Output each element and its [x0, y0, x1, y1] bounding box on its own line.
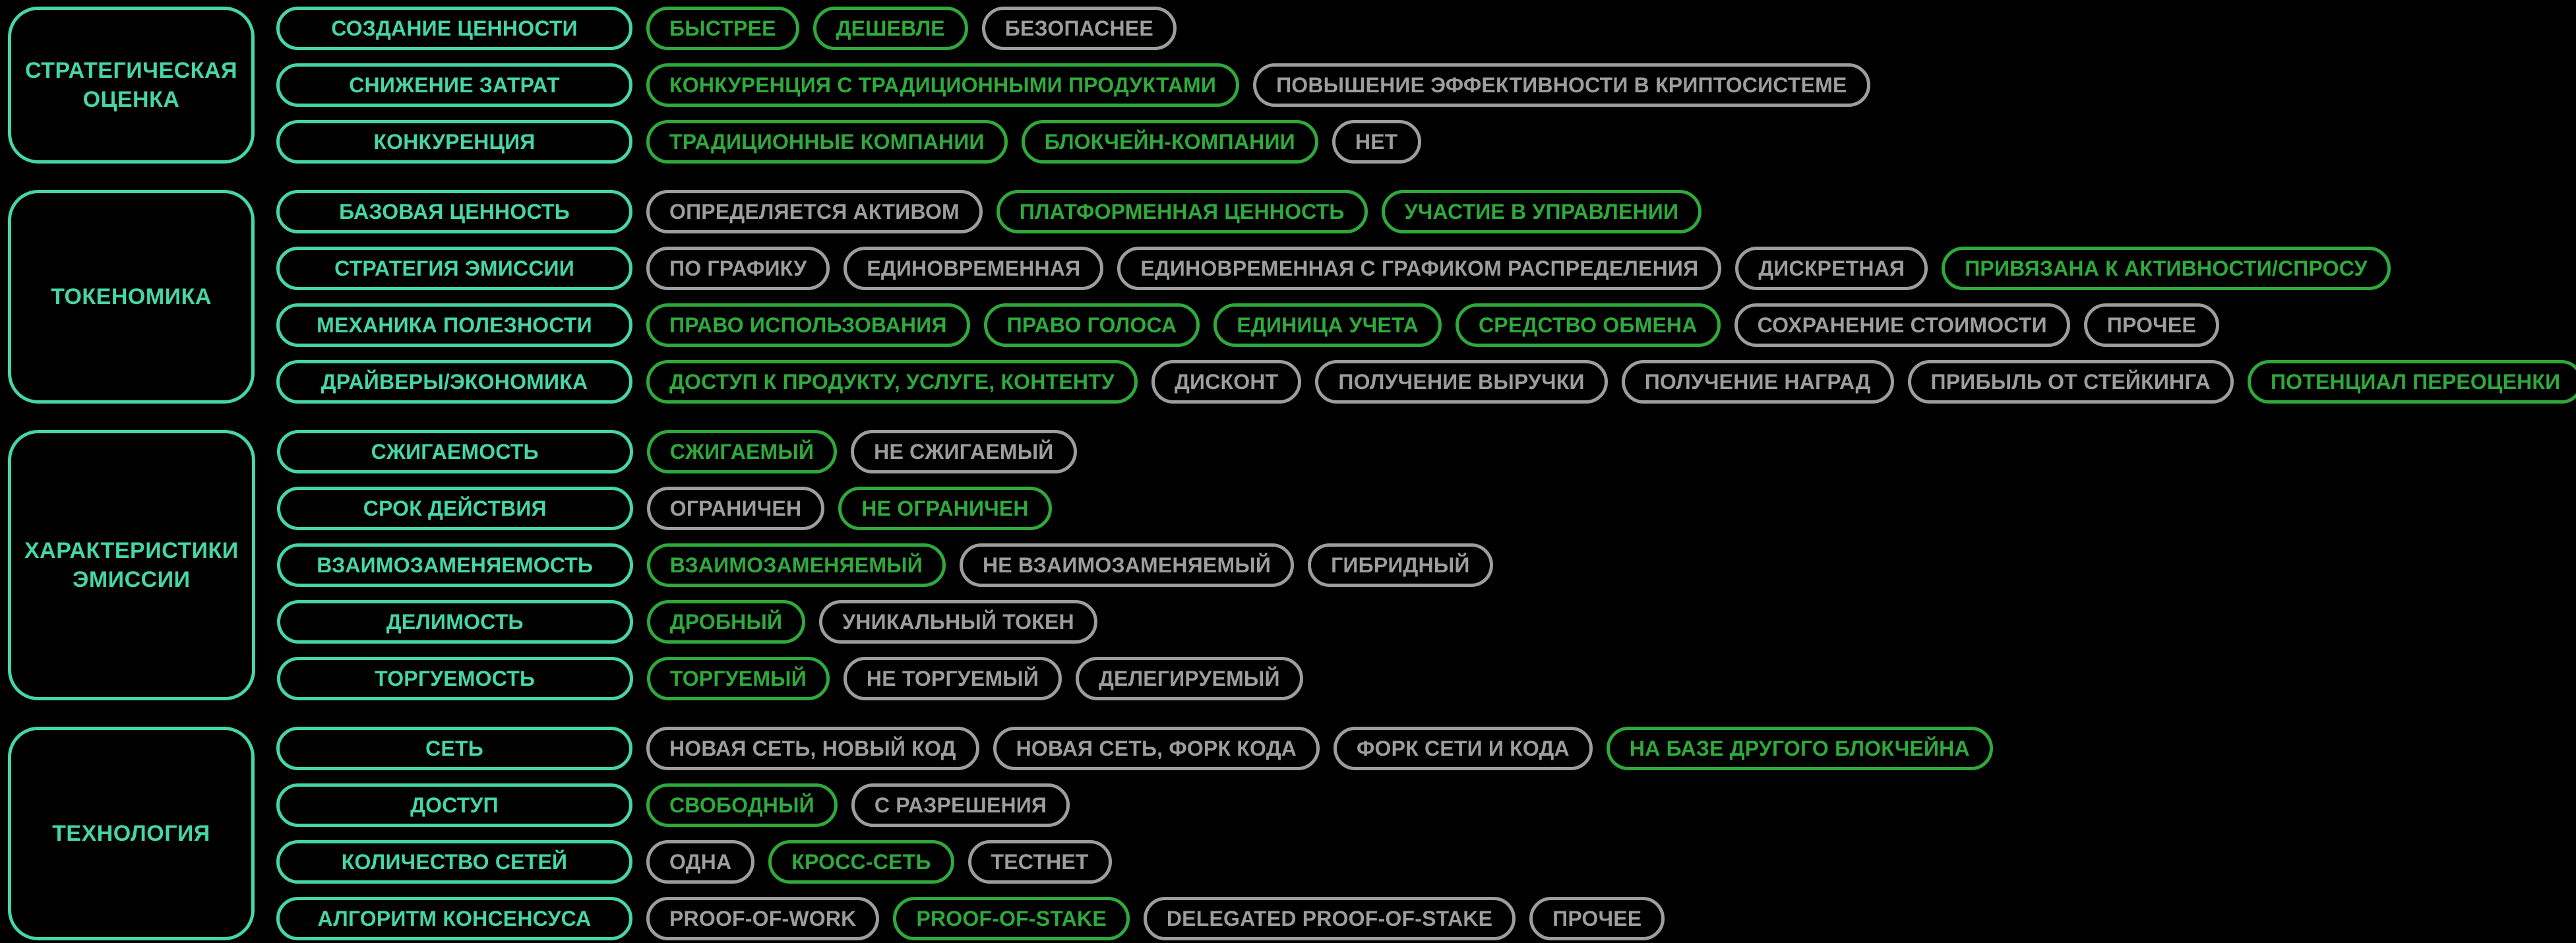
option-pill-ограничен[interactable]: ОГРАНИЧЕН	[647, 487, 825, 530]
category-pill: МЕХАНИКА ПОЛЕЗНОСТИ	[276, 303, 632, 347]
option-pill-прочее[interactable]: ПРОЧЕЕ	[2084, 303, 2219, 347]
option-pill-кросс-сеть[interactable]: КРОСС-СЕТЬ	[768, 840, 954, 884]
section-стратегическая-оценка	[8, 7, 2572, 164]
option-pill-блокчейн-компании[interactable]: БЛОКЧЕЙН-КОМПАНИИ	[1022, 120, 1318, 164]
row-сжигаемость	[277, 430, 1493, 473]
option-pill-тестнет[interactable]: ТЕСТНЕТ	[968, 840, 1112, 884]
category-pill: ДРАЙВЕРЫ/ЭКОНОМИКА	[276, 360, 632, 404]
row-количество-сетей	[276, 840, 1993, 884]
category-pill: СЕТЬ	[276, 727, 632, 770]
option-pill-прибыль-от-стейкинга[interactable]: ПРИБЫЛЬ ОТ СТЕЙКИНГА	[1908, 360, 2234, 404]
option-pill-конкуренция-с-традиционными-продуктами[interactable]: КОНКУРЕНЦИЯ С ТРАДИЦИОННЫМИ ПРОДУКТАМИ	[646, 63, 1239, 107]
option-pill-торгуемый[interactable]: ТОРГУЕМЫЙ	[647, 657, 830, 700]
option-pill-форк-сети-и-кода[interactable]: ФОРК СЕТИ И КОДА	[1334, 727, 1593, 770]
option-pill-участие-в-управлении[interactable]: УЧАСТИЕ В УПРАВЛЕНИИ	[1382, 190, 1702, 233]
option-pill-привязана-к-активности-спросу[interactable]: ПРИВЯЗАНА К АКТИВНОСТИ/СПРОСУ	[1942, 247, 2391, 290]
category-pill: СЖИГАЕМОСТЬ	[277, 430, 633, 473]
option-pill-гибридный[interactable]: ГИБРИДНЫЙ	[1308, 543, 1493, 587]
category-pill: КОЛИЧЕСТВО СЕТЕЙ	[276, 840, 632, 884]
option-pill-средство-обмена[interactable]: СРЕДСТВО ОБМЕНА	[1456, 303, 1721, 347]
option-pill-delegated-proof-of-stake[interactable]: DELEGATED PROOF-OF-STAKE	[1144, 897, 1516, 940]
category-pill: АЛГОРИТМ КОНСЕНСУСА	[276, 897, 632, 940]
row-механика-полезности	[276, 303, 2576, 347]
option-pill-одна[interactable]: ОДНА	[646, 840, 754, 884]
category-pill: СОЗДАНИЕ ЦЕННОСТИ	[276, 7, 632, 50]
option-pill-дешевле[interactable]: ДЕШЕВЛЕ	[813, 7, 968, 50]
option-pill-безопаснее[interactable]: БЕЗОПАСНЕЕ	[982, 7, 1177, 50]
category-pill: БАЗОВАЯ ЦЕННОСТЬ	[276, 190, 632, 233]
option-pill-не-ограничен[interactable]: НЕ ОГРАНИЧЕН	[838, 487, 1051, 530]
option-pill-повышение-эффективности-в-криптосистеме[interactable]: ПОВЫШЕНИЕ ЭФФЕКТИВНОСТИ В КРИПТОСИСТЕМЕ	[1253, 63, 1870, 107]
option-pill-право-использования[interactable]: ПРАВО ИСПОЛЬЗОВАНИЯ	[646, 303, 970, 347]
option-pill-потенциал-переоценки[interactable]: ПОТЕНЦИАЛ ПЕРЕОЦЕНКИ	[2248, 360, 2576, 404]
option-pill-дискретная[interactable]: ДИСКРЕТНАЯ	[1735, 247, 1928, 290]
option-pill-единовременная-с-графиком-распределения[interactable]: ЕДИНОВРЕМЕННАЯ С ГРАФИКОМ РАСПРЕДЕЛЕНИЯ	[1117, 247, 1721, 290]
option-pill-proof-of-work[interactable]: PROOF-OF-WORK	[646, 897, 879, 940]
option-pill-свободный[interactable]: СВОБОДНЫЙ	[646, 783, 838, 827]
option-pill-уникальный-токен[interactable]: УНИКАЛЬНЫЙ ТОКЕН	[819, 600, 1097, 644]
option-pill-на-базе-другого-блокчейна[interactable]: НА БАЗЕ ДРУГОГО БЛОКЧЕЙНА	[1607, 727, 1993, 770]
option-pill-прочее[interactable]: ПРОЧЕЕ	[1529, 897, 1665, 940]
option-pill-не-взаимозаменяемый[interactable]: НЕ ВЗАИМОЗАМЕНЯЕМЫЙ	[960, 543, 1294, 587]
option-pill-определяется-активом[interactable]: ОПРЕДЕЛЯЕТСЯ АКТИВОМ	[646, 190, 983, 233]
option-pill-право-голоса[interactable]: ПРАВО ГОЛОСА	[984, 303, 1200, 347]
row-создание-ценности	[276, 7, 1870, 50]
row-алгоритм-консенсуса	[276, 897, 1993, 940]
option-pill-получение-наград[interactable]: ПОЛУЧЕНИЕ НАГРАД	[1622, 360, 1894, 404]
row-конкуренция	[276, 120, 1870, 164]
section-характеристики-эмиссии	[8, 430, 2572, 700]
section-технология	[8, 727, 2572, 940]
option-pill-дисконт[interactable]: ДИСКОНТ	[1151, 360, 1301, 404]
option-pill-быстрее[interactable]: БЫСТРЕЕ	[646, 7, 799, 50]
row-взаимозаменяемость	[277, 543, 1493, 587]
option-pill-нет[interactable]: НЕТ	[1332, 120, 1421, 164]
section-label: ХАРАКТЕРИСТИКИ ЭМИССИИ	[8, 430, 255, 700]
option-pill-делегируемый[interactable]: ДЕЛЕГИРУЕМЫЙ	[1076, 657, 1303, 700]
category-pill: СНИЖЕНИЕ ЗАТРАТ	[276, 63, 632, 107]
row-сеть	[276, 727, 1993, 770]
option-pill-взаимозаменяемый[interactable]: ВЗАИМОЗАМЕНЯЕМЫЙ	[647, 543, 946, 587]
section-label: СТРАТЕГИЧЕСКАЯ ОЦЕНКА	[8, 7, 255, 164]
section-токеномика	[8, 190, 2572, 404]
category-pill: ДОСТУП	[276, 783, 632, 827]
row-торгуемость	[277, 657, 1493, 700]
option-pill-новая-сеть-новый-код[interactable]: НОВАЯ СЕТЬ, НОВЫЙ КОД	[646, 727, 979, 770]
section-rows	[276, 7, 1870, 164]
category-pill: ВЗАИМОЗАМЕНЯЕМОСТЬ	[277, 543, 633, 587]
option-pill-платформенная-ценность[interactable]: ПЛАТФОРМЕННАЯ ЦЕННОСТЬ	[997, 190, 1368, 233]
option-pill-не-сжигаемый[interactable]: НЕ СЖИГАЕМЫЙ	[851, 430, 1076, 473]
option-pill-сохранение-стоимости[interactable]: СОХРАНЕНИЕ СТОИМОСТИ	[1734, 303, 2070, 347]
option-pill-с-разрешения[interactable]: С РАЗРЕШЕНИЯ	[851, 783, 1070, 827]
category-pill: СРОК ДЕЙСТВИЯ	[277, 487, 633, 530]
category-pill: СТРАТЕГИЯ ЭМИССИИ	[276, 247, 632, 290]
row-драйверы-экономика	[276, 360, 2576, 404]
row-делимость	[277, 600, 1493, 644]
option-pill-единица-учета[interactable]: ЕДИНИЦА УЧЕТА	[1213, 303, 1442, 347]
row-срок-действия	[277, 487, 1493, 530]
category-pill: ДЕЛИМОСТЬ	[277, 600, 633, 644]
option-pill-дробный[interactable]: ДРОБНЫЙ	[647, 600, 805, 644]
category-pill: ТОРГУЕМОСТЬ	[277, 657, 633, 700]
option-pill-сжигаемый[interactable]: СЖИГАЕМЫЙ	[647, 430, 837, 473]
section-label: ТОКЕНОМИКА	[8, 190, 255, 404]
option-pill-получение-выручки[interactable]: ПОЛУЧЕНИЕ ВЫРУЧКИ	[1315, 360, 1607, 404]
row-снижение-затрат	[276, 63, 1870, 107]
category-pill: КОНКУРЕНЦИЯ	[276, 120, 632, 164]
section-rows	[276, 190, 2576, 404]
option-pill-традиционные-компании[interactable]: ТРАДИЦИОННЫЕ КОМПАНИИ	[646, 120, 1008, 164]
section-rows	[277, 430, 1493, 700]
option-pill-новая-сеть-форк-кода[interactable]: НОВАЯ СЕТЬ, ФОРК КОДА	[993, 727, 1320, 770]
option-pill-по-графику[interactable]: ПО ГРАФИКУ	[646, 247, 830, 290]
section-rows	[276, 727, 1993, 940]
option-pill-единовременная[interactable]: ЕДИНОВРЕМЕННАЯ	[843, 247, 1103, 290]
row-доступ	[276, 783, 1993, 827]
section-label: ТЕХНОЛОГИЯ	[8, 727, 255, 940]
option-pill-не-торгуемый[interactable]: НЕ ТОРГУЕМЫЙ	[843, 657, 1062, 700]
option-pill-proof-of-stake[interactable]: PROOF-OF-STAKE	[893, 897, 1129, 940]
option-pill-доступ-к-продукту-услуге-контенту[interactable]: ДОСТУП К ПРОДУКТУ, УСЛУГЕ, КОНТЕНТУ	[646, 360, 1138, 404]
row-базовая-ценность	[276, 190, 2576, 233]
row-стратегия-эмиссии	[276, 247, 2576, 290]
